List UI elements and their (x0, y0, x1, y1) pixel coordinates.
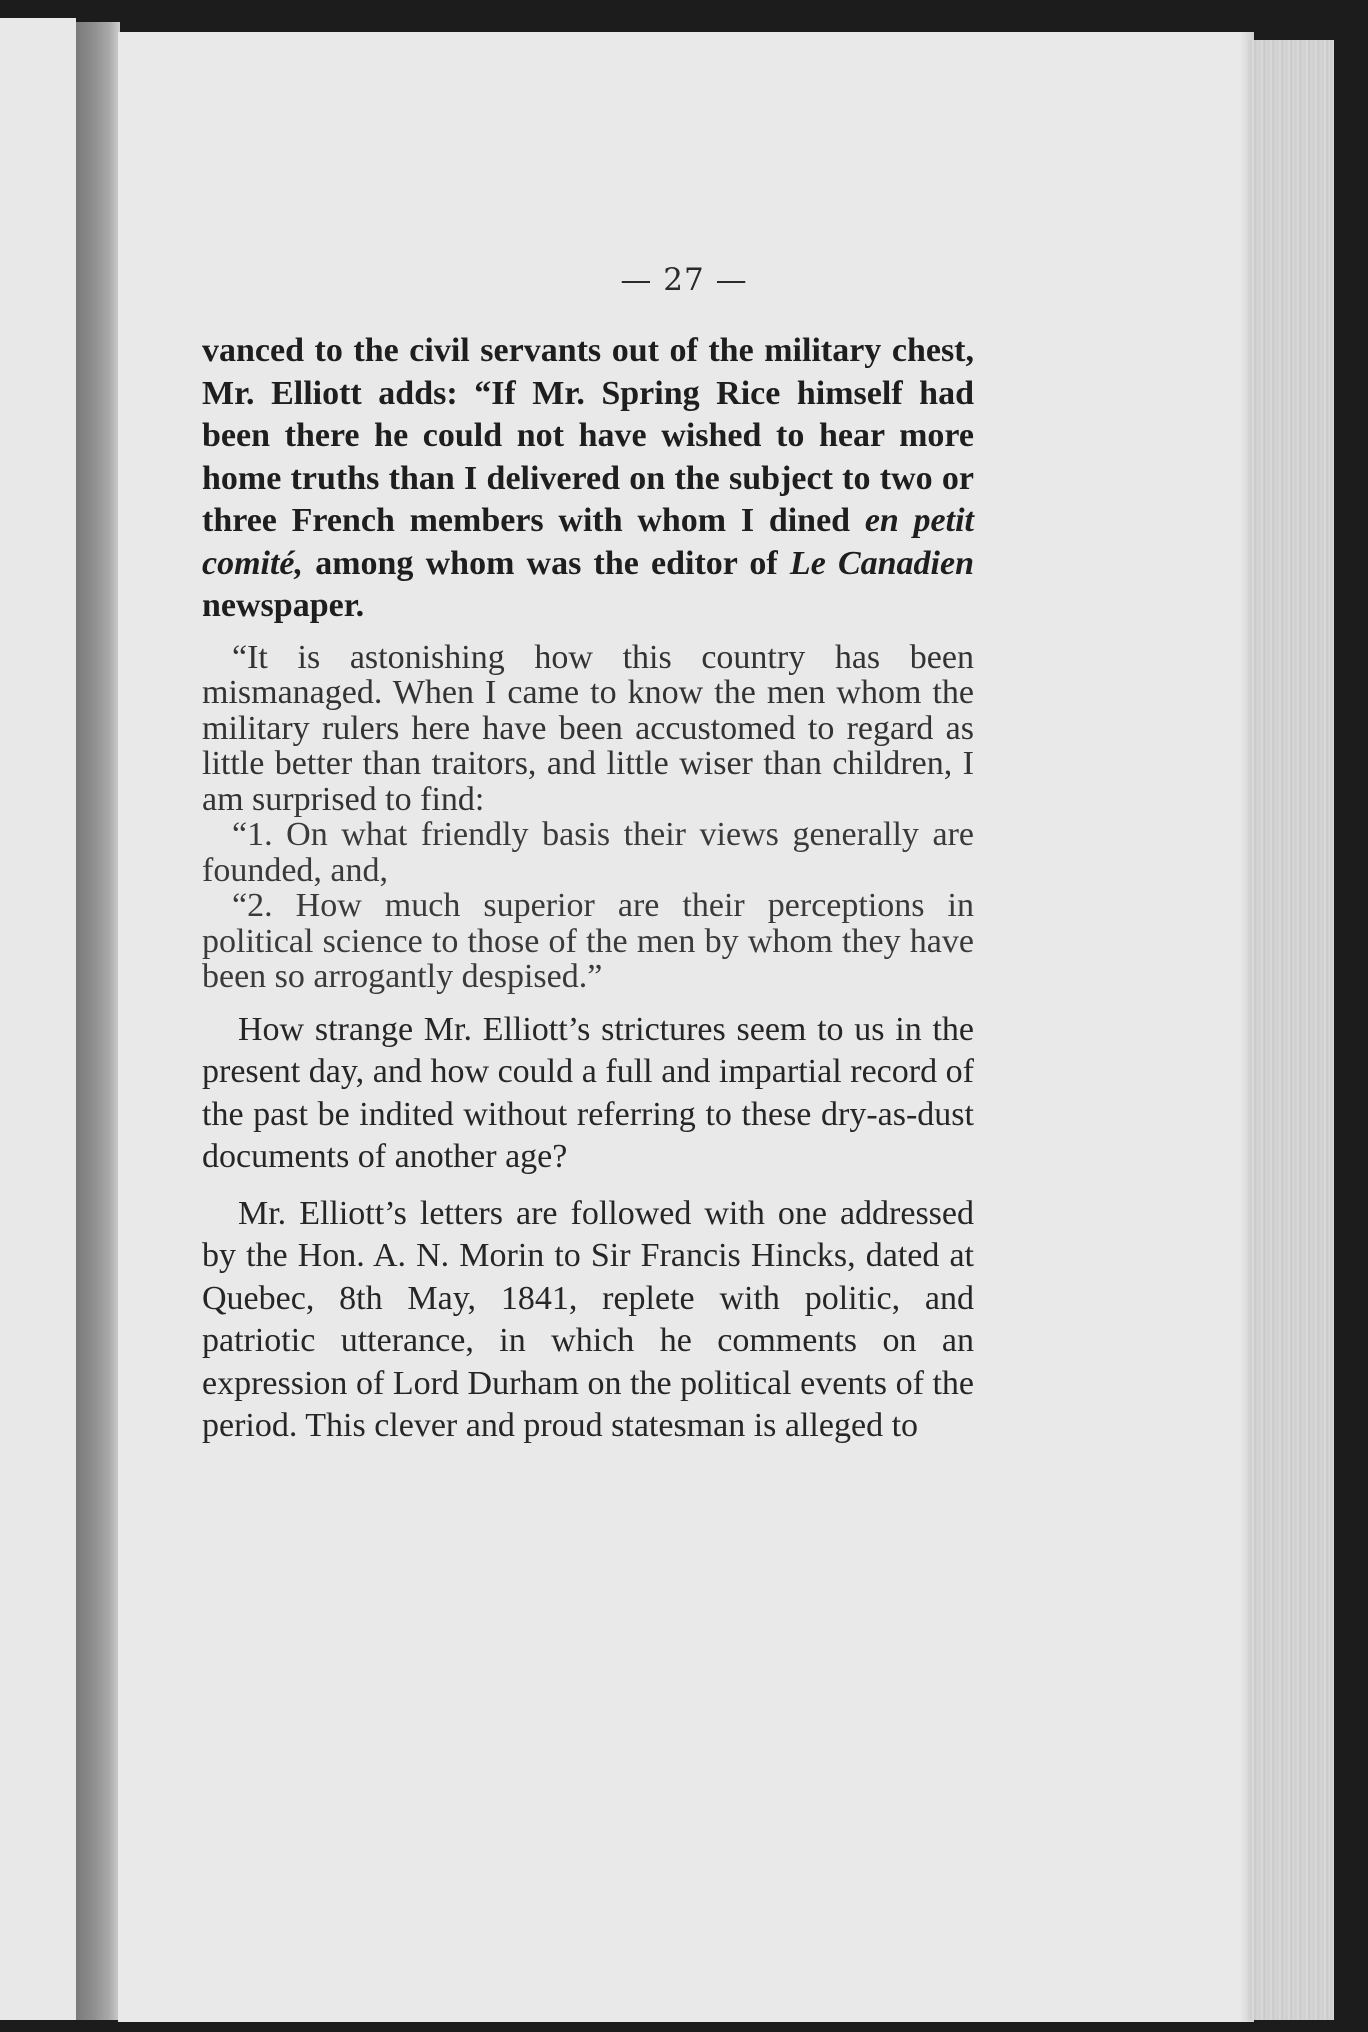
paragraph-1-italic-phrase: en petit comité, (202, 502, 974, 582)
paragraph-4-list-item-2: “2. How much superior are their perceptions in political science to those of the men by whom they have been so arrogantly despised.” (202, 887, 974, 995)
book-gutter-shadow (76, 22, 120, 2020)
paragraph-2: “It is astonishing how this country has been mismanaged. When I came to know the men whom the military rulers here have been accustomed to regard as little better than traitors, and little wiser than children, I am surprised to find: (202, 638, 974, 818)
paragraph-3-list-item-1: “1. On what friendly basis their views generally are founded, and, (202, 816, 974, 889)
paragraph-1 (202, 330, 974, 628)
paragraph-1-text-c: newspaper. (202, 587, 365, 624)
paragraph-5: How strange Mr. Elliott’s strictures seem to us in the present day, and how could a full and impartial record of the past be indited without referring to these dry-as-dust documents of another age? (202, 1010, 974, 1175)
paragraph-1-text-b: among whom was the editor of (303, 544, 790, 582)
newspaper-title: Le Canadien (789, 544, 974, 582)
left-page-edge (0, 18, 76, 2020)
paragraph-1-text-a: vanced to the civil servants out of the military chest, Mr. Elliott adds: “If Mr. Spring Rice himself had been there he could not have wished to hear more home truths than I delivered on the subject to two or three French members with whom I dined (202, 332, 974, 539)
paragraph-6: Mr. Elliott’s letters are followed with one addressed by the Hon. A. N. Morin to Sir Francis Hincks, dated at Quebec, 8th May, 1841, replete with politic, and patriotic utterance, in which he comments on an expression of Lord Durham on the political events of the period. This clever and proud statesman is alleged to (202, 1194, 974, 1444)
page-number: — 27 — (620, 262, 748, 298)
body-text (202, 330, 974, 1448)
page-stack-edge (1248, 40, 1334, 2020)
